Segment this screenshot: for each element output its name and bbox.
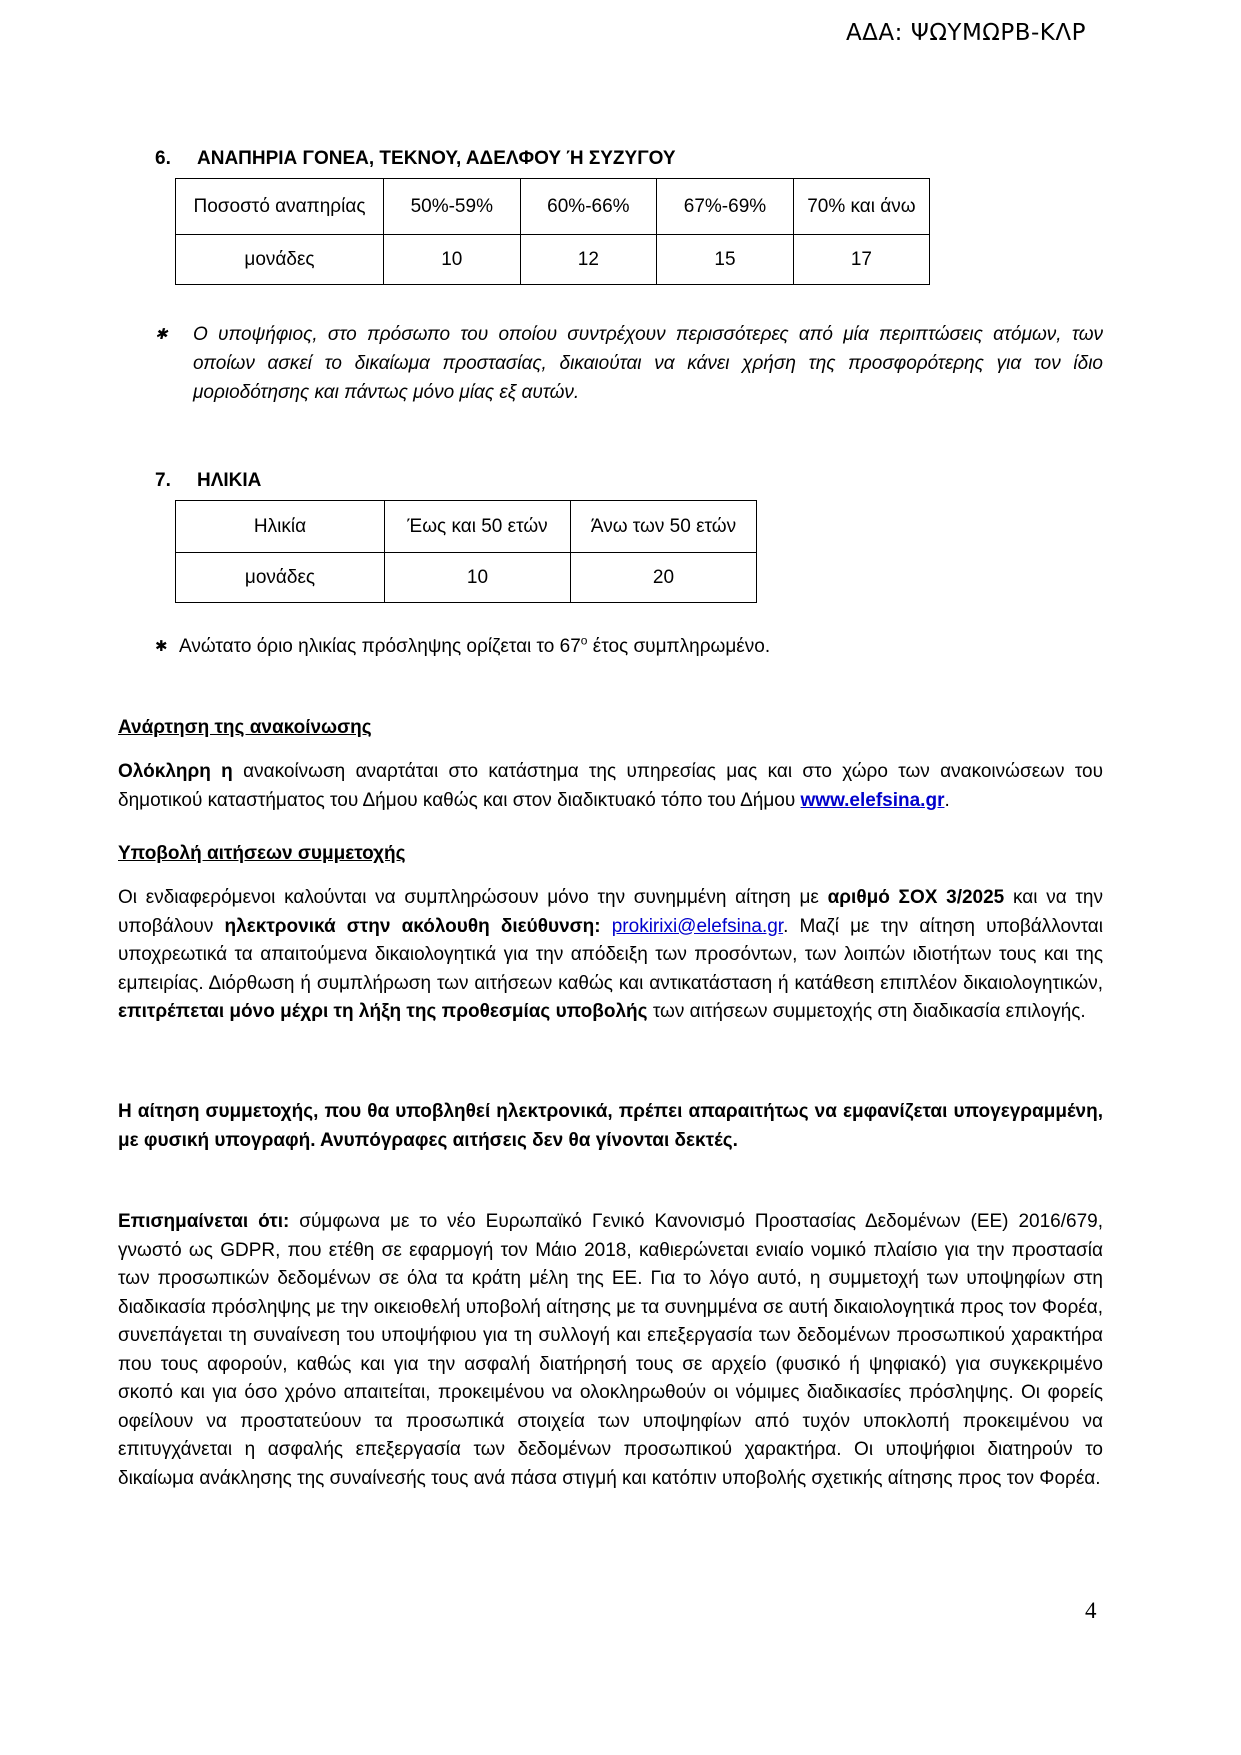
- email-link[interactable]: prokirixi@elefsina.gr: [611, 915, 784, 937]
- table-cell: μονάδες: [176, 235, 384, 285]
- applications-paragraph: [118, 884, 1103, 1027]
- table-cell: 70% και άνω: [793, 179, 929, 235]
- table-cell: 12: [520, 235, 657, 285]
- app-text: . Μαζί με την αίτηση υποβάλλονται υποχρεωτικά τα απαιτούμενα δικαιολογητικά για την απόδειξη των προσόντων, των λοιπών ιδιοτήτων τους και της εμπειρίας. Διόρθωση ή συμπλήρωση των αιτήσεων καθώς και αντικατάσταση ή κατάθεση επιπλέον δικαιολογητικών,: [118, 915, 1104, 994]
- table-cell: 10: [385, 553, 571, 603]
- table-row: [176, 501, 757, 553]
- website-link[interactable]: www.elefsina.gr: [800, 789, 945, 811]
- applications-heading-text: Υποβολή αιτήσεων συμμετοχής: [118, 843, 406, 864]
- posting-paragraph: [118, 758, 1103, 815]
- app-text: των αιτήσεων συμμετοχής στη διαδικασία επιλογής.: [647, 1001, 1086, 1022]
- page-number: 4: [1085, 1598, 1097, 1623]
- table-cell: 17: [793, 235, 929, 285]
- app-bold: ηλεκτρονικά στην ακόλουθη διεύθυνση:: [224, 915, 601, 937]
- table-cell: 60%-66%: [520, 179, 657, 235]
- table-cell: 50%-59%: [383, 179, 520, 235]
- app-bold: αριθμό ΣΟΧ 3/2025: [827, 887, 1005, 908]
- table-cell: 20: [571, 553, 757, 603]
- asterisk-icon: ✱: [155, 638, 168, 655]
- posting-heading-text: Ανάρτηση της ανακοίνωσης: [118, 717, 372, 738]
- signature-notice: Η αίτηση συμμετοχής, που θα υποβληθεί ηλεκτρονικά, πρέπει απαραιτήτως να εμφανίζεται υπογεγραμμένη, με φυσική υπογραφή. Ανυπόγραφες αιτήσεις δεν θα γίνονται δεκτές.: [118, 1101, 1103, 1151]
- gdpr-label: Επισημαίνεται ότι:: [118, 1211, 290, 1232]
- table-cell: Ηλικία: [176, 501, 385, 553]
- applications-heading: [118, 840, 1103, 869]
- section-6-number: 6.: [155, 148, 171, 169]
- asterisk-icon: ✱: [155, 326, 168, 343]
- app-text: και να την υποβάλουν: [118, 887, 1103, 937]
- posting-text: ανακοίνωση αναρτάται στο κατάστημα της υπηρεσίας μας και στο χώρο των ανακοινώσεων του δημοτικού καταστήματος του Δήμου καθώς και στον διαδικτυακό τόπο του Δήμου: [118, 761, 1104, 811]
- table-cell: Έως και 50 ετών: [385, 501, 571, 553]
- app-text: [601, 916, 612, 937]
- note-text: έτος συμπληρωμένο.: [587, 636, 771, 657]
- table-cell: 15: [657, 235, 794, 285]
- section-7-title: [155, 470, 261, 492]
- age-table: [175, 500, 757, 603]
- note-text: Ανώτατο όριο ηλικίας πρόσληψης ορίζεται το 67: [179, 636, 581, 657]
- section-6-title: [155, 148, 676, 170]
- table-row: [176, 179, 930, 235]
- section-6-label: ΑΝΑΠΗΡΙΑ ΓΟΝΕΑ, ΤΕΚΝΟΥ, ΑΔΕΛΦΟΥ Ή ΣΥΖΥΓΟΥ: [197, 148, 676, 169]
- table-cell: 67%-69%: [657, 179, 794, 235]
- ada-code: ΑΔΑ: ΨΩΥΜΩΡΒ-ΚΛΡ: [845, 20, 1086, 46]
- table-cell: μονάδες: [176, 553, 385, 603]
- app-text: Οι ενδιαφερόμενοι καλούνται να συμπληρώσουν μόνο την συνημμένη αίτηση με: [118, 887, 828, 908]
- posting-heading: [118, 714, 1103, 743]
- table-row: [176, 553, 757, 603]
- posting-end: .: [944, 789, 950, 811]
- section-7-note-text: [179, 632, 770, 661]
- section-7-number: 7.: [155, 470, 171, 491]
- section-6-note-text: Ο υποψήφιος, στο πρόσωπο του οποίου συντρέχουν περισσότερες από μία περιπτώσεις ατόμων, των οποίων ασκεί το δικαίωμα προστασίας, δικαιούται να κάνει χρήση της προσφορότερης για τον ίδιο μοριοδότησης και πάντως μόνο μίας εξ αυτών.: [193, 324, 1103, 403]
- note-superscript: ο: [580, 633, 588, 648]
- posting-bold: Ολόκληρη η: [118, 761, 233, 782]
- gdpr-text: σύμφωνα με το νέο Ευρωπαϊκό Γενικό Κανονισμό Προστασίας Δεδομένων (ΕΕ) 2016/679, γνωστό ως GDPR, που ετέθη σε εφαρμογή τον Μάιο 2018, καθιερώνεται ενιαίο νομικό πλαίσιο για την προστασία των προσωπικών δεδομένων σε όλα τα κράτη μέλη της ΕΕ. Για το λόγο αυτό, η συμμετοχή των υποψηφίων στη διαδικασία πρόσληψης με την οικειοθελή υποβολή αίτησης με τα συνημμένα σε αυτή δικαιολογητικά προς τον Φορέα, συνεπάγεται τη συναίνεση του υποψήφιου για τη συλλογή και επεξεργασία των δεδομένων προσωπικού χαρακτήρα που τους αφορούν, καθώς και για την ασφαλή διατήρησή τους σε αρχείο (φυσικό ή ψηφιακό) για συγκεκριμένο σκοπό και για όσο χρόνο απαιτείται, προκειμένου να ολοκληρωθούν οι νόμιμες διαδικασίες πρόσληψης. Οι φορείς οφείλουν να προστατεύουν τα προσωπικά στοιχεία των υποψηφίων από τυχόν υποκλοπή προκειμένου να επιτυγχάνεται η ασφαλής επεξεργασία των δεδομένων προσωπικού χαρακτήρα. Οι υποψήφιοι διατηρούν το δικαίωμα ανάκλησης της συναίνεσής τους ανά πάσα στιγμή και κατόπιν υποβολής σχετικής αίτησης προς τον Φορέα.: [118, 1211, 1103, 1489]
- gdpr-paragraph: [118, 1208, 1103, 1493]
- table-cell: Άνω των 50 ετών: [571, 501, 757, 553]
- table-cell: Ποσοστό αναπηρίας: [176, 179, 384, 235]
- disability-table: [175, 178, 930, 285]
- app-bold: επιτρέπεται μόνο μέχρι τη λήξη της προθεσμίας υποβολής: [118, 1001, 648, 1022]
- table-cell: 10: [383, 235, 520, 285]
- section-7-label: ΗΛΙΚΙΑ: [197, 470, 262, 491]
- table-row: [176, 235, 930, 285]
